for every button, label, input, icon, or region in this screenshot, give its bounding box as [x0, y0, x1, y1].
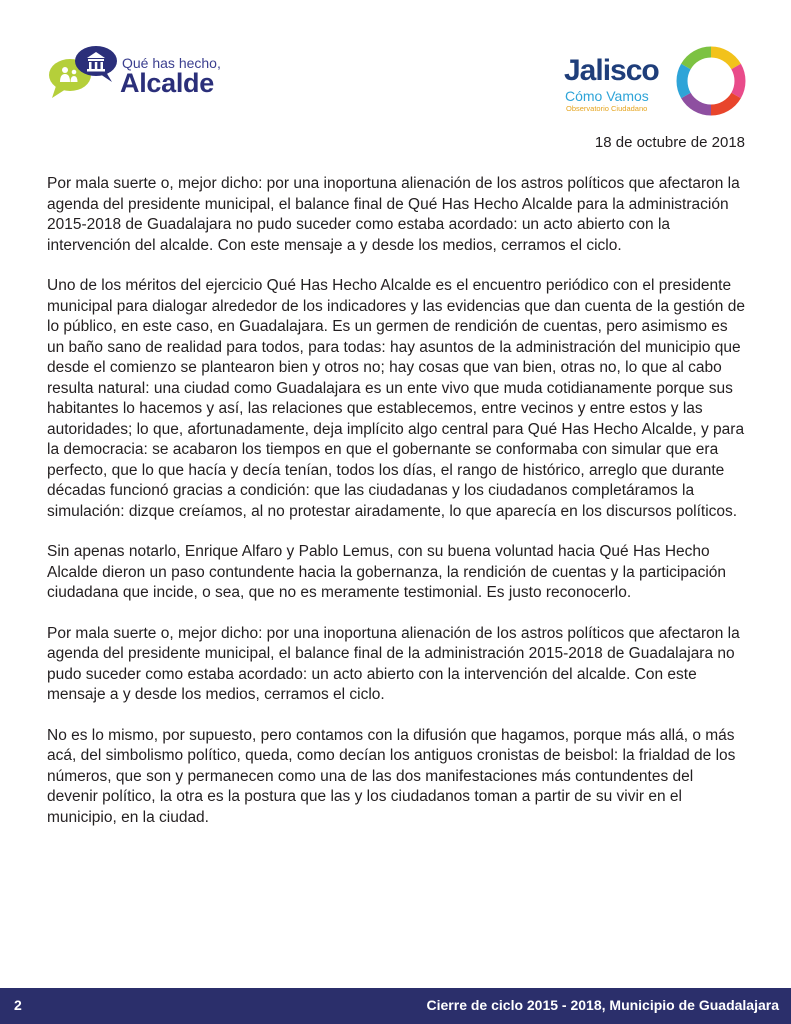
page-number: 2	[14, 997, 22, 1013]
paragraph: Por mala suerte o, mejor dicho: por una inoportuna alienación de los astros políticos que afectaron la agenda del presidente municipal, el balance final de Qué Has Hecho Alcalde para la administración 2015-2018 de Guadalajara no pudo suceder como estaba acordado: un acto abierto con la intervención del alcalde. Con este mensaje a y desde los medios, cerramos el ciclo.	[47, 175, 740, 254]
footer-title: Cierre de ciclo 2015 - 2018, Municipio de Guadalajara	[426, 997, 779, 1013]
logo-name: Alcalde	[120, 68, 214, 98]
jalisco-title: Jalisco	[564, 54, 659, 87]
observatorio-tagline: Observatorio Ciudadano	[566, 104, 648, 113]
document-date: 18 de octubre de 2018	[594, 134, 745, 151]
logo-tagline: Qué has hecho,	[122, 55, 221, 71]
document-body	[47, 174, 747, 848]
page-header	[0, 0, 791, 130]
speech-bubbles-icon	[46, 44, 126, 104]
jalisco-como-vamos-logo	[560, 44, 750, 119]
paragraph: Sin apenas notarlo, Enrique Alfaro y Pablo Lemus, con su buena voluntad hacia Qué Has Hecho Alcalde dieron un paso contundente hacia la gobernanza, la rendición de cuentas y la participación ciudadana que incide, o sea, que no es meramente testimonial. Es justo reconocerlo.	[47, 543, 727, 601]
color-ring-icon	[676, 46, 746, 116]
paragraph: Uno de los méritos del ejercicio Qué Has Hecho Alcalde es el encuentro periódico con el presidente municipal para dialogar alrededor de los indicadores y las evidencias que dan cuenta de la gestión de lo público, en este caso, en Guadalajara. Es un germen de rendición de cuentas, pero asimismo es un baño sano de realidad para todos, para todas: hay asuntos de la administración del municipio que desde el comienzo se plantearon bien y otros no; hay cosas que van bien, otras no, lo que al cabo resulta natural: una ciudad como Guadalajara es un ente vivo que muda cotidianamente porque sus habitantes lo hacemos y así, las relaciones que establecemos, entre vecinos y entre estos y las autoridades; lo que, afortunadamente, deja implícito algo central para Qué Has Hecho Alcalde, y para la democracia: se acabaron los tiempos en que el gobernante se conformaba con simular que era perfecto, que lo que hacía y decía tenían, todos los días, el rango de histórico, arreglo que durante décadas funcionó gracias a condición: que las ciudadanas y los ciudadanos completáramos la simulación: dizque creíamos, al no protestar airadamente, lo que aparecía en los discursos políticos.	[47, 277, 745, 520]
paragraph: Por mala suerte o, mejor dicho: por una inoportuna alienación de los astros políticos que afectaron la agenda del presidente municipal, el balance final de la administración 2015-2018 de Guadalajara no pudo suceder como estaba acordado: un acto abierto con la intervención del alcalde. Con este mensaje a y desde los medios, cerramos el ciclo.	[47, 624, 740, 703]
como-vamos-subtitle: Cómo Vamos	[565, 88, 649, 104]
page-footer	[0, 988, 791, 1024]
paragraph: No es lo mismo, por supuesto, pero contamos con la difusión que hagamos, porque más allá, o más acá, del simbolismo político, queda, como decían los antiguos cronistas de beisbol: la frialdad de los números, que son y permanecen como una de las dos manifestaciones más contundentes del devenir político, la otra es la postura que las y los ciudadanos toman a partir de su vivir en el municipio, en la ciudad.	[47, 726, 736, 826]
que-has-hecho-alcalde-logo	[46, 44, 236, 104]
